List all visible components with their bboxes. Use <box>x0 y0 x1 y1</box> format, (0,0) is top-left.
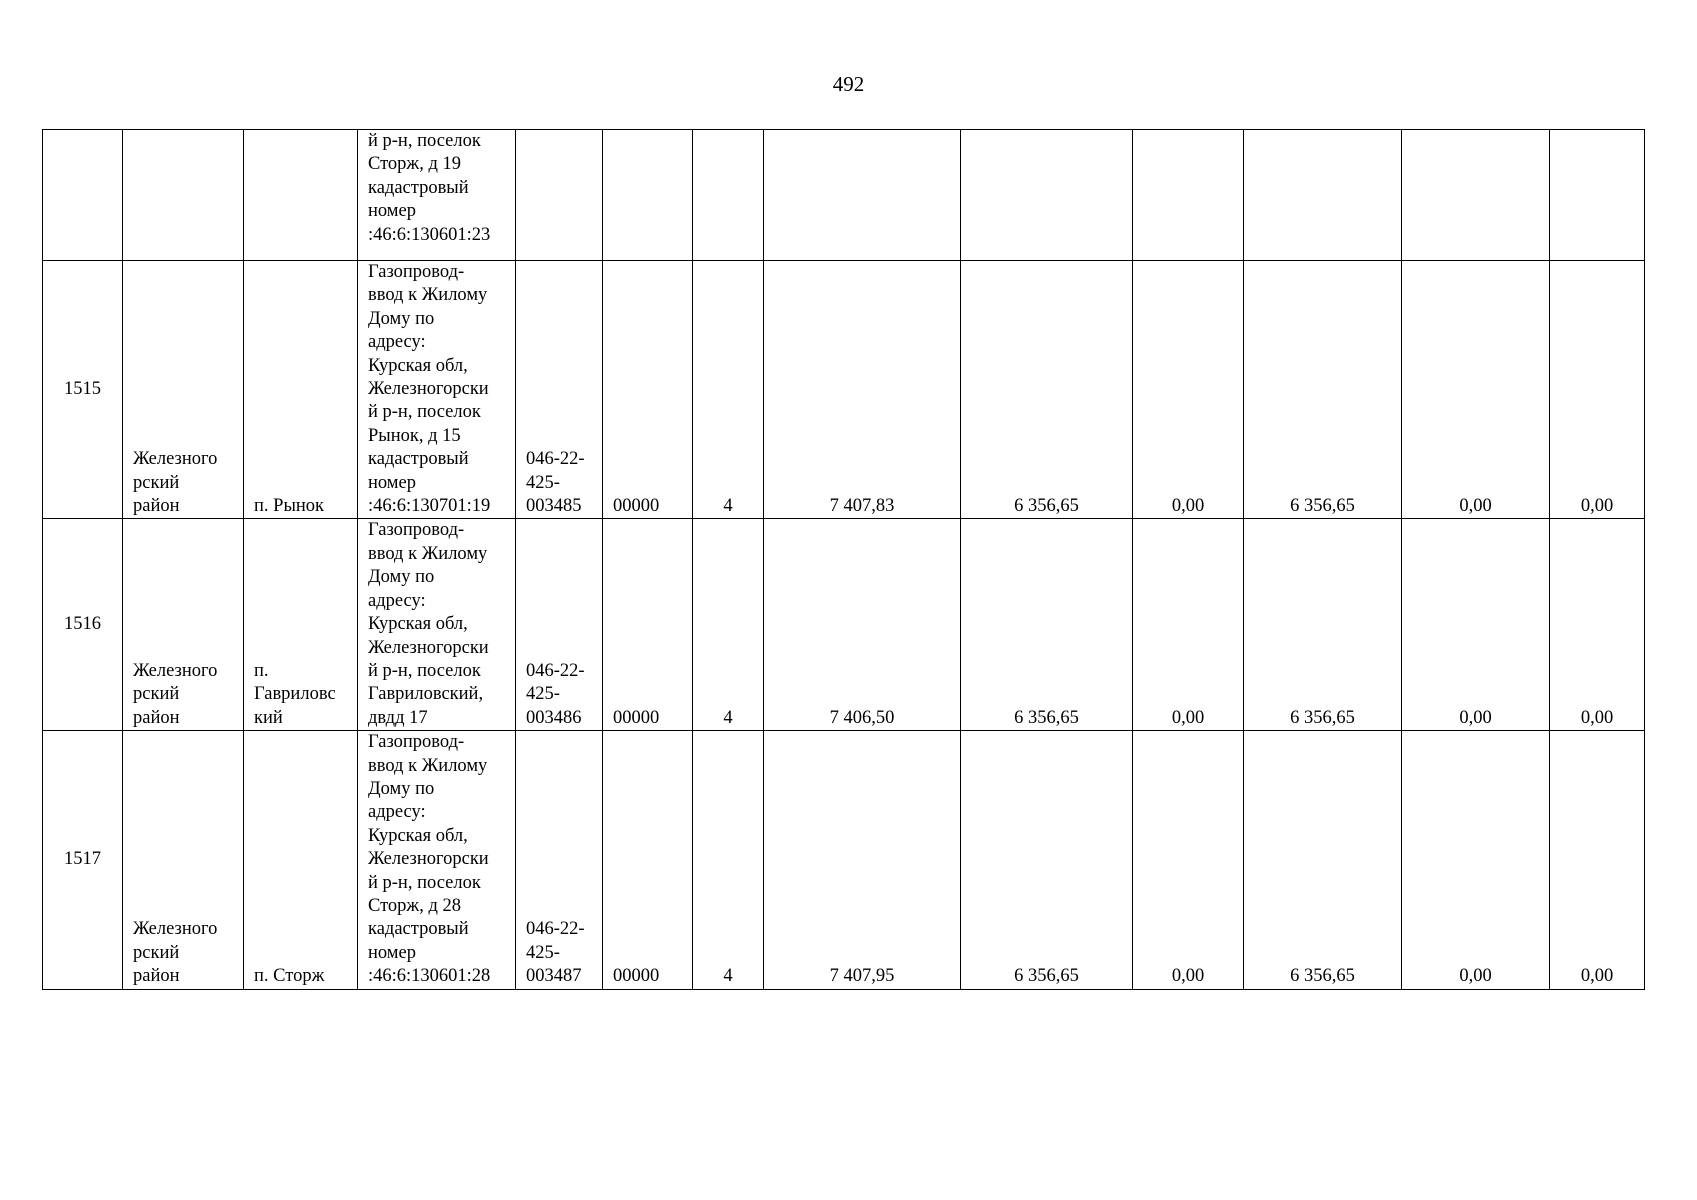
cell-district: Железного рский район <box>123 261 244 519</box>
cell-code <box>603 130 693 261</box>
cell-num: 1517 <box>43 731 123 989</box>
cell-value3: 0,00 <box>1133 519 1244 731</box>
cell-value1: 7 407,95 <box>764 731 961 989</box>
page-number: 492 <box>832 72 865 96</box>
cell-value4 <box>1244 130 1402 261</box>
cell-value4: 6 356,65 <box>1244 261 1402 519</box>
cell-value6 <box>1550 130 1645 261</box>
cell-value2 <box>961 130 1133 261</box>
cell-value4: 6 356,65 <box>1244 731 1402 989</box>
cell-settlement <box>244 130 358 261</box>
cell-group: 4 <box>693 731 764 989</box>
cell-group <box>693 130 764 261</box>
cell-value5: 0,00 <box>1402 519 1550 731</box>
cell-value6: 0,00 <box>1550 731 1645 989</box>
cell-district: Железного рский район <box>123 519 244 731</box>
cell-value1 <box>764 130 961 261</box>
cell-code: 00000 <box>603 519 693 731</box>
property-registry-table <box>42 129 1645 990</box>
cell-code: 00000 <box>603 731 693 989</box>
cell-value3 <box>1133 130 1244 261</box>
cell-description: Газопровод- ввод к Жилому Дому по адресу: Курская обл, Железногорски й р-н, поселок Гавриловский, двдд 17 <box>358 519 516 731</box>
cell-value3: 0,00 <box>1133 731 1244 989</box>
cell-value6: 0,00 <box>1550 261 1645 519</box>
cell-num: 1515 <box>43 261 123 519</box>
table-row-continuation <box>43 130 1645 261</box>
cell-district: Железного рский район <box>123 731 244 989</box>
cell-inventory: 046-22- 425- 003486 <box>516 519 603 731</box>
cell-settlement: п. Рынок <box>244 261 358 519</box>
cell-inventory <box>516 130 603 261</box>
cell-district <box>123 130 244 261</box>
cell-value6: 0,00 <box>1550 519 1645 731</box>
cell-value5 <box>1402 130 1550 261</box>
cell-value2: 6 356,65 <box>961 731 1133 989</box>
cell-value4: 6 356,65 <box>1244 519 1402 731</box>
cell-value3: 0,00 <box>1133 261 1244 519</box>
cell-inventory: 046-22- 425- 003485 <box>516 261 603 519</box>
table-row <box>43 731 1645 989</box>
cell-description: Газопровод- ввод к Жилому Дому по адресу: Курская обл, Железногорски й р-н, поселок Рынок, д 15 кадастровый номер :46:6:130701:19 <box>358 261 516 519</box>
table-row <box>43 519 1645 731</box>
cell-code: 00000 <box>603 261 693 519</box>
cell-num: 1516 <box>43 519 123 731</box>
cell-settlement: п. Гавриловс кий <box>244 519 358 731</box>
cell-value5: 0,00 <box>1402 731 1550 989</box>
cell-num <box>43 130 123 261</box>
cell-value1: 7 406,50 <box>764 519 961 731</box>
cell-inventory: 046-22- 425- 003487 <box>516 731 603 989</box>
cell-value1: 7 407,83 <box>764 261 961 519</box>
cell-value5: 0,00 <box>1402 261 1550 519</box>
cell-description: Газопровод- ввод к Жилому Дому по адресу: Курская обл, Железногорски й р-н, поселок Сторж, д 28 кадастровый номер :46:6:130601:28 <box>358 731 516 989</box>
cell-value2: 6 356,65 <box>961 519 1133 731</box>
cell-settlement: п. Сторж <box>244 731 358 989</box>
cell-group: 4 <box>693 261 764 519</box>
cell-description: й р-н, поселок Сторж, д 19 кадастровый номер :46:6:130601:23 <box>358 130 516 261</box>
cell-group: 4 <box>693 519 764 731</box>
table-row <box>43 261 1645 519</box>
cell-value2: 6 356,65 <box>961 261 1133 519</box>
